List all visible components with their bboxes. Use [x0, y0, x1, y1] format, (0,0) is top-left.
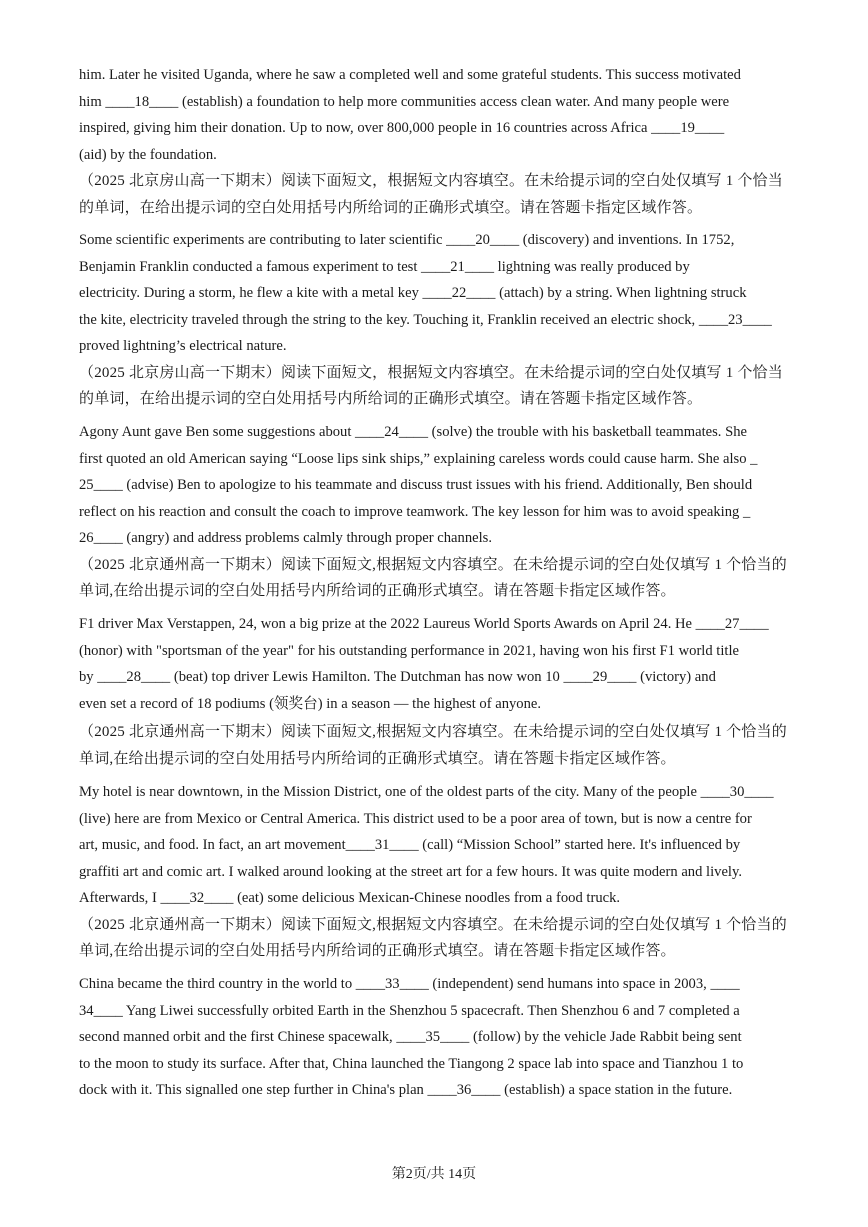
- text-line: inspired, giving him their donation. Up to now, over 800,000 people in 16 countries across Africa ____19____: [79, 120, 725, 136]
- text-line: even set a record of 18 podiums (领奖台) in a season — the highest of anyone.: [79, 695, 542, 712]
- text-line: second manned orbit and the first Chinese spacewalk, ____35____ (follow) by the vehicle Jade Rabbit being sent: [79, 1029, 742, 1045]
- section-instruction: （2025 北京房山高一下期末）阅读下面短文，根据短文内容填空。在未给提示词的空白处仅填写 1 个恰当: [79, 364, 783, 381]
- text-line: to the moon to study its surface. After that, China launched the Tiangong 2 space lab into space and Tianzhou 1 to: [79, 1055, 744, 1072]
- text-line: 26____ (angry) and address problems calmly through proper channels.: [79, 530, 492, 546]
- text-line: electricity. During a storm, he flew a kite with a metal key ____22____ (attach) by a string. When lightning struck: [79, 285, 747, 301]
- text-line: (honor) with "sportsman of the year" for his outstanding performance in 2021, having won his first F1 world title: [79, 642, 740, 659]
- text-line: (live) here are from Mexico or Central America. This district used to be a poor area of town, but is now a centre for: [79, 810, 752, 827]
- text-line: dock with it. This signalled one step further in China's plan ____36____ (establish) a space station in the future.: [79, 1082, 733, 1098]
- text-line: art, music, and food. In fact, an art movement____31____ (call) “Mission School” started here. It's influenced by: [79, 837, 741, 853]
- text-line: Benjamin Franklin conducted a famous experiment to test ____21____ lightning was really produced by: [79, 258, 690, 275]
- text-line: reflect on his reaction and consult the coach to improve teamwork. The key lesson for him was to avoid speaking _: [79, 503, 751, 520]
- page-footer: 第2页/共 14页: [391, 1167, 477, 1182]
- section-instruction: （2025 北京通州高一下期末）阅读下面短文,根据短文内容填空。在未给提示词的空白处仅填写 1 个恰当的: [79, 916, 787, 933]
- section-instruction: 的单词，在给出提示词的空白处用括号内所给词的正确形式填空。请在答题卡指定区域作答。: [79, 199, 703, 216]
- section-instruction: （2025 北京通州高一下期末）阅读下面短文,根据短文内容填空。在未给提示词的空白处仅填写 1 个恰当的: [79, 556, 787, 573]
- section-instruction: 单词,在给出提示词的空白处用括号内所给词的正确形式填空。请在答题卡指定区域作答。: [79, 943, 676, 959]
- section-instruction: （2025 北京通州高一下期末）阅读下面短文,根据短文内容填空。在未给提示词的空白处仅填写 1 个恰当的: [79, 724, 787, 740]
- section-instruction: 单词,在给出提示词的空白处用括号内所给词的正确形式填空。请在答题卡指定区域作答。: [79, 750, 676, 767]
- section-instruction: 单词,在给出提示词的空白处用括号内所给词的正确形式填空。请在答题卡指定区域作答。: [79, 583, 676, 599]
- text-line: by ____28____ (beat) top driver Lewis Hamilton. The Dutchman has now won 10 ____29____ (victory) and: [79, 669, 716, 685]
- section-instruction: 的单词，在给出提示词的空白处用括号内所给词的正确形式填空。请在答题卡指定区域作答。: [79, 391, 703, 407]
- text-line: (aid) by the foundation.: [79, 146, 217, 163]
- text-line: Some scientific experiments are contributing to later scientific ____20____ (discovery) and inventions. In 1752,: [79, 232, 735, 248]
- text-line: My hotel is near downtown, in the Mission District, one of the oldest parts of the city. Many of the people ____30____: [79, 784, 774, 800]
- text-line: graffiti art and comic art. I walked around looking at the street art for a few hours. It was quite modern and lively.: [79, 863, 742, 880]
- text-line: 34____ Yang Liwei successfully orbited Earth in the Shenzhou 5 spacecraft. Then Shenzhou 6 and 7 completed a: [79, 1002, 740, 1019]
- text-line: the kite, electricity traveled through the string to the key. Touching it, Franklin received an electric shock, ____23____: [79, 311, 772, 328]
- text-line: proved lightning’s electrical nature.: [79, 338, 287, 354]
- text-line: Afterwards, I ____32____ (eat) some delicious Mexican-Chinese noodles from a food truck.: [79, 890, 621, 906]
- text-line: Agony Aunt gave Ben some suggestions about ____24____ (solve) the trouble with his basketball teammates. She: [79, 424, 747, 440]
- text-line: him ____18____ (establish) a foundation to help more communities access clean water. And many people were: [79, 93, 730, 110]
- text-line: F1 driver Max Verstappen, 24, won a big prize at the 2022 Laureus World Sports Awards on April 24. He ____27____: [79, 616, 769, 632]
- section-instruction: （2025 北京房山高一下期末）阅读下面短文，根据短文内容填空。在未给提示词的空白处仅填写 1 个恰当: [79, 173, 783, 189]
- text-line: 25____ (advise) Ben to apologize to his teammate and discuss trust issues with his friend. Additionally, Ben should: [79, 477, 753, 493]
- text-line: first quoted an old American saying “Loose lips sink ships,” explaining careless words could cause harm. She also _: [79, 450, 758, 467]
- text-line: him. Later he visited Uganda, where he saw a completed well and some grateful students. This success motivated: [79, 67, 741, 83]
- text-line: China became the third country in the world to ____33____ (independent) send humans into space in 2003, ____: [79, 976, 740, 992]
